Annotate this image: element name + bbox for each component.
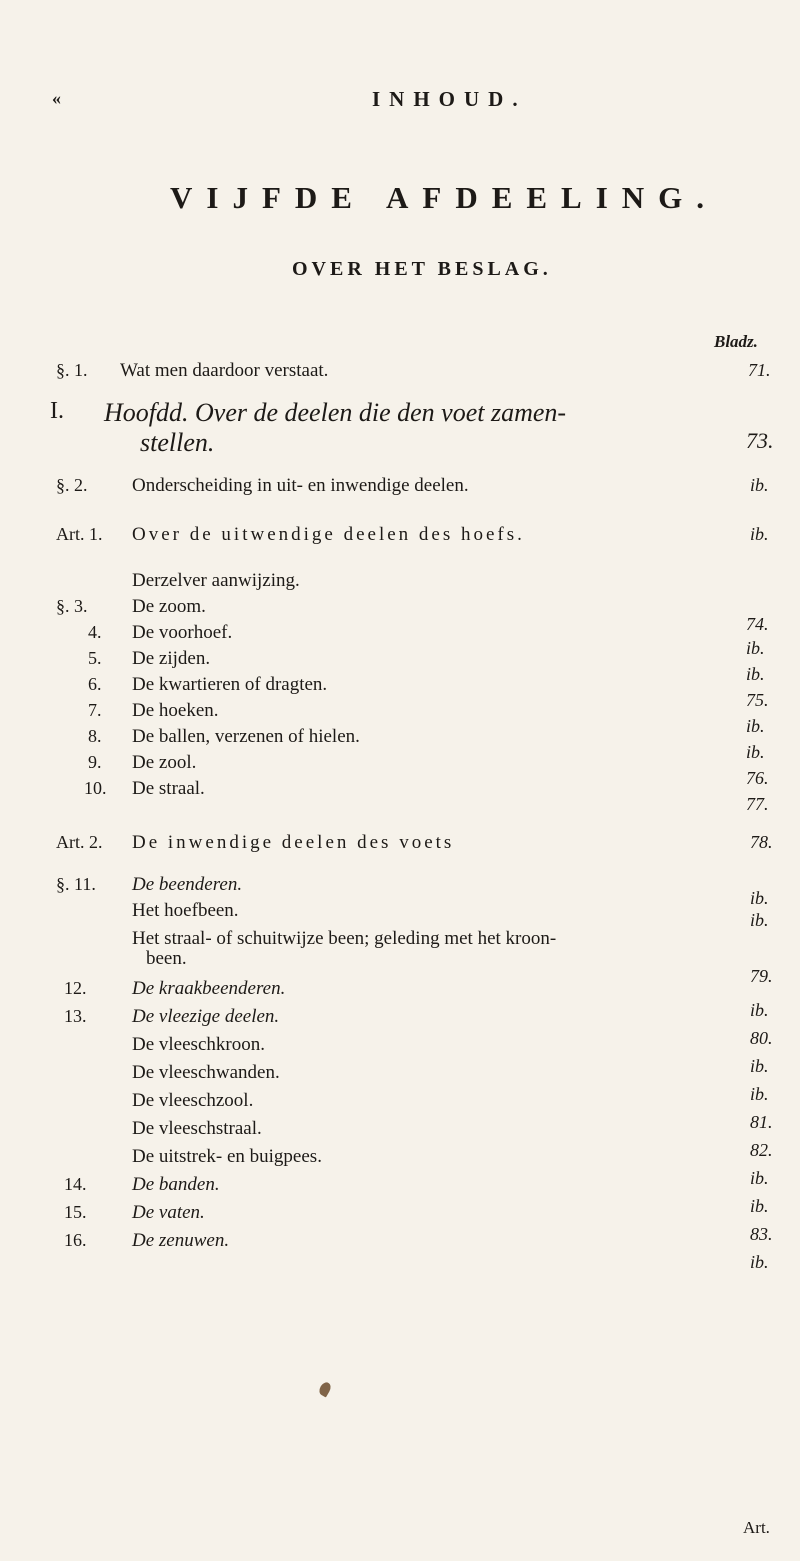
entry-text: De vaten. [132,1202,205,1223]
entry-text: De straal. [132,778,205,799]
entry-text: De beenderen. [132,874,243,895]
part-title: VIJFDE AFDEELING. [170,180,719,215]
entry-page: ib. [750,1000,769,1020]
entry-number: 14. [64,1174,87,1194]
entry-page: 78. [750,832,773,852]
entry-page: ib. [750,1168,769,1188]
entry-page: ib. [750,910,769,930]
page-column-label: Bladz. [714,332,758,351]
chapter-title: Hoofdd. Over de deelen die den voet zamen- [104,398,567,427]
article-heading [0,832,800,862]
entry-page: 73. [746,428,774,453]
entry-page: 71. [748,360,771,380]
entry-text: De vleeschkroon. [132,1034,265,1055]
chapter-number: I. [50,398,64,424]
entry-number: 13. [64,1006,87,1026]
entry-page: ib. [746,716,765,736]
entry-page: ib. [746,664,765,684]
entry-number: 4. [88,622,102,642]
entry-page: 76. [746,768,769,788]
entry-text: De hoeken. [132,700,219,721]
entry-page: ib. [750,524,769,544]
entry-text: De kraakbeenderen. [132,978,286,999]
entry-text: Onderscheiding in uit- en inwendige deelen. [132,475,469,496]
chapter-heading [0,398,800,428]
entry-number: 6. [88,674,102,694]
entry-text: been. [146,948,187,969]
entry-number: 15. [64,1202,87,1222]
article-number: Art. 2. [56,832,103,852]
toc-entry [0,475,800,505]
entry-text: De vleeschstraal. [132,1118,262,1139]
entry-number: 9. [88,752,102,772]
entry-number: 12. [64,978,87,998]
entry-page: 83. [750,1224,773,1244]
entry-text: De banden. [132,1174,220,1195]
chapter-heading-cont [0,428,800,458]
article-title: Over de uitwendige deelen des hoefs. [132,524,525,545]
entry-text: De zijden. [132,648,211,669]
entry-page: ib. [750,888,769,908]
toc-entry [0,360,800,390]
entry-text: De vleeschwanden. [132,1062,280,1083]
entry-text: De ballen, verzenen of hielen. [132,726,360,747]
entry-page: ib. [750,1196,769,1216]
entry-number: 10. [84,778,107,798]
entry-page: ib. [750,1252,769,1272]
entry-text: Wat men daardoor verstaat. [120,360,329,381]
entry-text: De zool. [132,752,197,773]
chapter-title-cont: stellen. [140,428,215,457]
entry-page: ib. [750,1056,769,1076]
entry-text: De voorhoef. [132,622,233,643]
entry-page: 74. [746,614,769,634]
entry-text: De kwartieren of dragten. [132,674,328,695]
toc-entry [0,778,800,814]
entry-number: 7. [88,700,102,720]
entry-number: §. 2. [56,475,88,495]
toc-entry [0,1230,800,1272]
entry-page: 77. [746,794,769,814]
toc-entry [0,948,800,986]
article-heading [0,524,800,554]
entry-text: De vleeschzool. [132,1090,254,1111]
article-title: De inwendige deelen des voets [132,832,455,853]
ink-speck [317,1380,333,1397]
running-title: INHOUD. [372,87,527,111]
part-subtitle: OVER HET BESLAG. [292,258,552,280]
article-number: Art. 1. [56,524,103,544]
entry-page: ib. [750,1084,769,1104]
entry-number: §. 3. [56,596,88,616]
entry-page: 75. [746,690,769,710]
entry-page: ib. [746,742,765,762]
entry-page: 81. [750,1112,773,1132]
header-mark: « [52,88,61,108]
entry-page: 80. [750,1028,773,1048]
entry-page: 79. [750,966,773,986]
entry-page: ib. [750,475,769,495]
entry-number: §. 11. [56,874,96,894]
entry-page: 82. [750,1140,773,1160]
entry-text: Het straal- of schuitwijze been; geleding met het kroon- [132,928,557,949]
catchword: Art. [743,1518,770,1537]
entry-text: De vleezige deelen. [132,1006,280,1027]
entry-number: §. 1. [56,360,88,380]
entry-text: De zoom. [132,596,206,617]
entry-text: Het hoefbeen. [132,900,239,921]
entry-text: De uitstrek- en buigpees. [132,1146,322,1167]
entry-number: 16. [64,1230,87,1250]
toc-entry [0,900,800,930]
entry-number: 5. [88,648,102,668]
entry-page: ib. [746,638,765,658]
entry-text: De zenuwen. [132,1230,230,1251]
entry-number: 8. [88,726,102,746]
entry-text: Derzelver aanwijzing. [132,570,300,591]
